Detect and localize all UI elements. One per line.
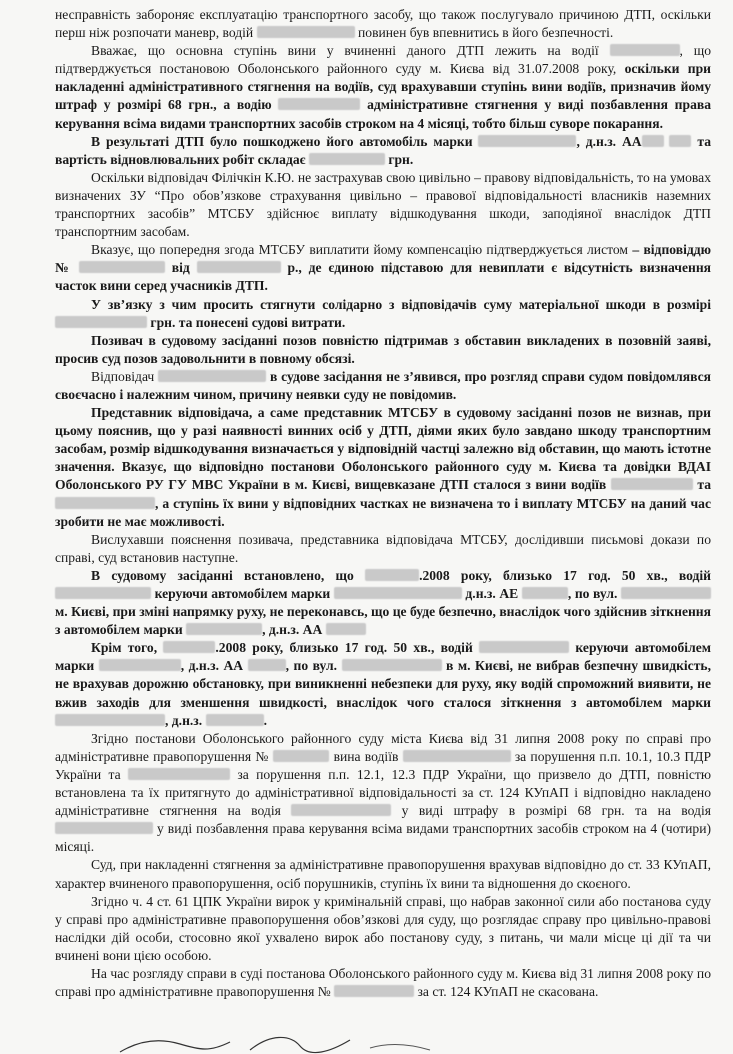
- text-segment: Крім того,: [91, 640, 164, 656]
- text-segment: , що підтверджується постановою Оболонського районного суду м. Києва від 31.07.2008 року,: [55, 43, 712, 77]
- text-segment: У зв’язку з чим просить стягнути солідарно з відповідачів суму матеріальної шкоди в розмірі: [91, 296, 711, 312]
- text-segment: Вказує, що попередня згода МТСБУ виплатити йому компенсацію підтверджується листом: [91, 242, 633, 258]
- redacted-field: [522, 587, 568, 599]
- paragraph-0: [55, 6, 711, 42]
- text-segment: , д.н.з. АА: [262, 622, 326, 638]
- text-segment: Суд, при накладенні стягнення за адміністративне правопорушення врахував відповідно до ст. 33 КУпАП, характер вчиненого правопорушення, осіб порушників, ступінь їх вини та відношення до скоєного.: [55, 857, 711, 891]
- redacted-field: [291, 804, 391, 816]
- redacted-field: [197, 261, 281, 273]
- signature-scribble: [100, 1030, 460, 1054]
- redacted-field: [365, 569, 419, 581]
- paragraph-6: [55, 332, 711, 368]
- text-segment: керуючи автомобілем марки: [151, 586, 334, 601]
- redacted-field: [669, 135, 691, 147]
- paragraph-2: [55, 133, 711, 169]
- redacted-field: [642, 135, 664, 147]
- text-segment: повинен був впевнитись в його безпечності.: [354, 25, 614, 41]
- paragraph-8: [55, 404, 711, 531]
- text-segment: В результаті ДТП було пошкоджено його автомобіль марки: [91, 133, 479, 149]
- text-segment: у виді штрафу в розмірі 68 грн. та на водія: [391, 803, 711, 819]
- text-segment: , д.н.з.: [165, 712, 206, 728]
- redacted-field: [55, 822, 153, 834]
- text-segment: , а ступінь їх вини у відповідних частках не визначена то і виплату МТСБУ на даний час зробити не має можливості.: [55, 495, 711, 529]
- text-segment: у виді позбавлення права керування всіма видами транспортних засобів строком на 4 (чотири) місяці.: [55, 821, 711, 855]
- text-segment: за ст. 124 КУпАП не скасована.: [414, 984, 599, 1000]
- redacted-field: [163, 641, 215, 653]
- text-segment: оскільки при накладенні адміністративного стягнення на водіїв, суд врахувавши ступінь вини водіїв, призначив йому штраф у розмірі 68 грн., а водію: [55, 61, 712, 113]
- redacted-field: [478, 135, 576, 147]
- redacted-field: [55, 714, 165, 726]
- redacted-field: [334, 985, 414, 997]
- redacted-field: [273, 750, 329, 762]
- text-segment: Вислухавши пояснення позивача, представника відповідача МТСБУ, дослідивши письмові докази по справі, суд встановив наступне.: [55, 531, 711, 565]
- text-segment: та вартість відновлювальних робіт складає: [55, 133, 712, 167]
- text-segment: керуючи автомобілем марки: [55, 640, 712, 674]
- text-segment: несправність забороняє експлуатацію транспортного засобу, що також послугувало причиною ДТП, оскільки перш ніж розпочати маневр, водій: [55, 7, 711, 41]
- redacted-field: [611, 478, 693, 490]
- text-segment: Відповідач: [91, 368, 159, 384]
- text-segment: .2008 року, близько 17 год. 50 хв., водій: [215, 640, 480, 656]
- paragraph-14: [55, 893, 711, 965]
- paragraph-1: [55, 42, 711, 132]
- document-body: [55, 6, 711, 1001]
- text-segment: Згідно ч. 4 ст. 61 ЦПК України вирок у кримінальній справі, що набрав законної сили або постанова суду у справі про адміністративне правопорушення обов’язкові для суду, що розглядає справу про цивільно-правові наслідки дій особи, стосовно якої ухвалено вирок або постанову суду, з питань, чи мали місце ці дії та чи вчинені вони цією особою.: [55, 893, 711, 963]
- text-segment: Вважає, що основна ступінь вини у вчиненні даного ДТП лежить на водії: [91, 43, 610, 59]
- redacted-field: [186, 623, 262, 635]
- redacted-field: [257, 26, 355, 38]
- redacted-field: [55, 587, 151, 599]
- text-segment: грн.: [384, 151, 414, 167]
- redacted-field: [55, 497, 155, 509]
- text-segment: , по вул.: [567, 586, 621, 601]
- redacted-field: [403, 750, 511, 762]
- text-segment: грн. та понесені судові витрати.: [147, 314, 346, 330]
- redacted-field: [479, 641, 569, 653]
- redacted-field: [128, 768, 230, 780]
- redacted-field: [248, 659, 286, 671]
- redacted-field: [55, 316, 147, 328]
- redacted-field: [334, 587, 462, 599]
- redacted-field: [158, 370, 266, 382]
- redacted-field: [621, 587, 711, 599]
- paragraph-15: [55, 965, 711, 1001]
- paragraph-12: [55, 730, 711, 857]
- text-segment: Згідно постанови Оболонського районного суду міста Києва від 31 липня 2008 року по справі про адміністративне правопорушення №: [55, 730, 711, 764]
- redacted-field: [610, 44, 680, 56]
- text-segment: р., де єдиною підставою для невиплати є відсутність визначення часток вини серед учасників ДТП.: [55, 260, 712, 294]
- text-segment: На час розгляду справи в суді постанова Оболонського районного суду м. Києва від 31 липня 2008 року по справі про адміністративне правопорушення №: [55, 965, 711, 1000]
- text-segment: Позивач в судовому засіданні позов повністю підтримав з обставин викладених в позовній заяві, просив суд позов задовольнити в повному обсязі.: [55, 332, 711, 366]
- text-segment: Оскільки відповідач Філічкін К.Ю. не застрахував свою цивільно – правову відповідальність, то на умовах визначених ЗУ “Про обов’язкове страхування цивільно – правової відповідальності власників наземних транспортних засобів” МТСБУ здійснює виплату відшкодування шкоди, заподіяної внаслідок ДТП транспортним засобам.: [55, 169, 711, 240]
- text-segment: д.н.з. АЕ: [461, 586, 522, 601]
- paragraph-5: [55, 296, 711, 332]
- redacted-field: [326, 623, 366, 635]
- text-segment: , д.н.з. АА: [576, 133, 642, 149]
- text-segment: адміністративне стягнення у виді позбавлення права керування всіма видами транспортних засобів строком на 4 місяці, тобто більш суворе покарання.: [55, 97, 712, 131]
- text-segment: .2008 року, близько 17 год. 50 хв., водій: [419, 567, 712, 583]
- redacted-field: [342, 659, 442, 671]
- redacted-field: [309, 153, 385, 165]
- paragraph-11: [55, 639, 711, 729]
- text-segment: вина водіїв: [329, 748, 403, 764]
- text-segment: м. Києві, при зміні напрямку руху, не переконавсь, що це буде безпечно, внаслідок чого здійснив зіткнення з автомобілем марки: [55, 604, 711, 638]
- paragraph-9: [55, 531, 711, 567]
- text-segment: , д.н.з. АА: [180, 658, 248, 674]
- redacted-field: [206, 714, 264, 726]
- text-segment: за порушення п.п. 12.1, 12.3 ПДР України, що призвело до ДТП, повністю встановлена та їх притягнуто до адміністративної відповідальності за ст. 124 КУпАП і відповідно накладено адміністративне стягнення на водія: [55, 766, 711, 819]
- redacted-field: [99, 659, 181, 671]
- redacted-field: [79, 261, 165, 273]
- text-segment: в судове засідання не з’явився, про розгляд справи судом повідомлявся своєчасно і належним чином, причину неявки суду не повідомив.: [55, 368, 711, 402]
- text-segment: за порушення п.п. 10.1, 10.3 ПДР України та: [55, 748, 712, 782]
- text-segment: , по вул.: [285, 658, 342, 674]
- paragraph-4: [55, 241, 711, 295]
- text-segment: .: [263, 712, 267, 728]
- text-segment: від: [164, 260, 197, 276]
- text-segment: та: [692, 477, 711, 493]
- redacted-field: [278, 98, 360, 110]
- paragraph-10: [55, 567, 711, 639]
- text-segment: Представник відповідача, а саме представник МТСБУ в судовому засіданні позов не визнав, при цьому пояснив, що у разі наявності винних осіб у ДТП, діями яких було завдано шкоду транспортним засобам, розмір відшкодування визначається у відповідній частці залежно від обставин, що мають істотне значення. Вказує, що відповідно постанови Оболонського районного суду м. Києва та довідки ВДАІ Оболонського РУ ГУ МВС України в м. Києві, вищевказане ДТП сталося з вини водіїв: [55, 405, 711, 493]
- text-segment: В судовому засіданні встановлено, що: [91, 567, 366, 583]
- paragraph-13: [55, 856, 711, 892]
- text-segment: – відповіддю №: [55, 242, 711, 276]
- paragraph-7: [55, 368, 711, 404]
- text-segment: в м. Києві, не вибрав безпечну швидкість, не врахував дорожню обстановку, при виникненні небезпеки для руху, яку водій спроможний виявити, не вжив заходів для зменшення швидкості, внаслідок чого сталося зіткнення з автомобілем марки: [55, 658, 711, 710]
- paragraph-3: [55, 169, 711, 241]
